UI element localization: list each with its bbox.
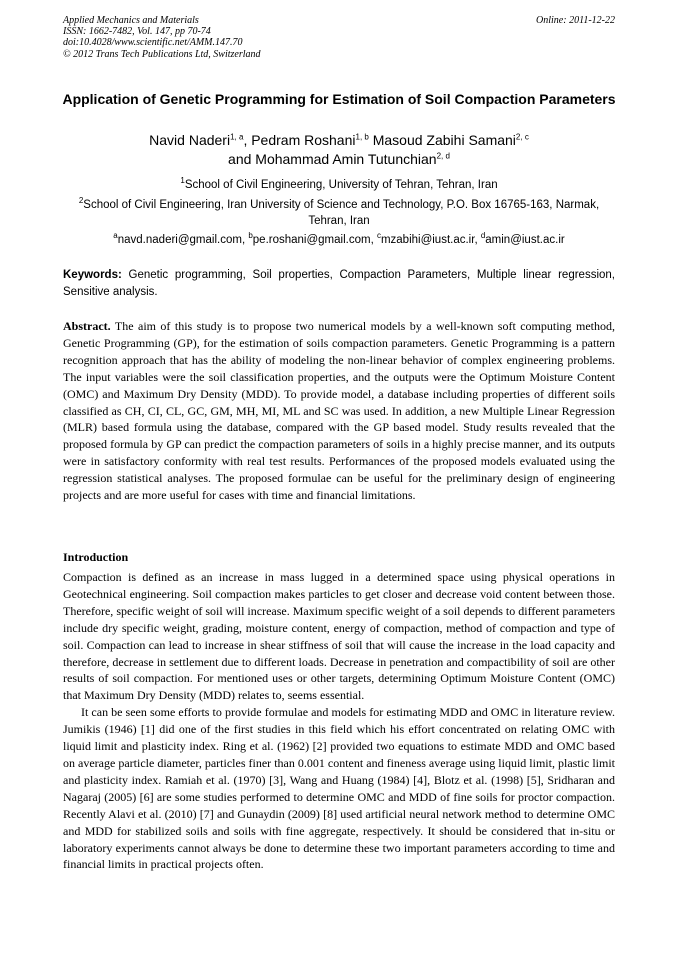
keywords-block bbox=[63, 267, 615, 300]
email-list bbox=[70, 232, 608, 248]
journal-name: Applied Mechanics and Materials bbox=[63, 15, 199, 26]
email-address[interactable]: amin@iust.ac.ir bbox=[485, 234, 565, 246]
journal-header bbox=[63, 15, 615, 60]
author-superscript: 2, d bbox=[436, 151, 450, 161]
author-name: Masoud Zabihi Samani bbox=[372, 132, 516, 148]
affiliation-2 bbox=[70, 197, 608, 229]
paragraph: Compaction is defined as an increase in mass lugged in a determined space using physical operations in Geotechnical engineering. Soil compaction makes particles to get closer and decrease void content between those. Therefore, specific weight of soil will increase. Maximum specific weight of a soil depends to different parameters include dry specific weight, grading, moisture content, energy of compaction, method of compaction and type of soil. Compaction can lead to increase in shear stiffness of soil that will cause the increase in the load capacity and therefore, decrease in settlement due to different loads. Decrease in penetration and compactibility of soil are other results of soil compaction. For mentioned uses or other targets, determining Optimum Moisture Content (OMC) that Maximum Dry Density (MDD) relates to, seems essential. bbox=[63, 570, 615, 703]
email-superscript: b bbox=[248, 231, 253, 241]
author-separator: , bbox=[243, 132, 252, 148]
paragraph: It can be seen some efforts to provide formulae and models for estimating MDD and OMC in literature review. Jumikis (1946) [1] did one of the first studies in this field which his effort concentrated on relating OMC with liquid limit and plasticity index. Ring et al. (1962) [2] provided two equations to estimate MDD and OMC based on average particle diameter, particles finer than 0.001 content and fineness average using liquid limit, plastic limit and plasticity index. Ramiah et al. (1970) [3], Wang and Huang (1984) [4], Blotz et al. (1998) [5], Sridharan and Nagaraj (2005) [6] are some studies performed to determine OMC and MDD of fine soils for proctor compaction. Recently Alavi et al. (2010) [7] and Gunaydin (2009) [8] used artificial neural network method to determine OMC and MDD for stabilized soils and soils with fine aggregate, respectively. It should be considered that in-situ or laboratory experiments cannot always be done to determine these two important parameters according to time and financial limits in practical projects often. bbox=[63, 705, 615, 872]
abstract-block bbox=[63, 318, 615, 504]
affiliation-text: School of Civil Engineering, University of Tehran, Tehran, Iran bbox=[184, 179, 498, 191]
abstract-label: Abstract. bbox=[63, 319, 111, 333]
author-name: Mohammad Amin Tutunchian bbox=[255, 151, 437, 167]
introduction-heading: Introduction bbox=[63, 550, 129, 564]
email-address[interactable]: navd.naderi@gmail.com bbox=[117, 234, 242, 246]
email-address[interactable]: pe.roshani@gmail.com bbox=[252, 234, 371, 246]
email-separator: , bbox=[241, 234, 249, 246]
abstract-text: The aim of this study is to propose two numerical models by a well-known soft computing method, Genetic Programming (GP), for the estimation of soils compaction parameters. Genetic Programming is a pattern recognition approach that has the ability of modeling the non-linear behavior of complex engineering problems. The input variables were the soil classification properties, and the outputs were the Optimum Moisture Content (OMC) and Maximum Dry Density (MDD). To provide model, a database including properties of different soils classified as CH, CI, CL, GC, GM, MH, MI, ML and SC was used. In addition, a new Multiple Linear Regression (MLR) based formula using the database, compared with the GP based model. Study results revealed that the proposed formula by GP can predict the compaction parameters of soils in a highly precise manner, and its outputs were in satisfactory conformity with real test results. Performances of the proposed models evaluated using the regression statistical analyses. The proposed formulae can be useful for the preliminary design of engineering projects and are more useful for cases with time and financial limitations. bbox=[63, 319, 615, 503]
affiliation-text: School of Civil Engineering, Iran University of Science and Technology, P.O. Box 16765-163, Narmak, Tehran, Iran bbox=[83, 199, 600, 227]
author-list bbox=[60, 131, 618, 169]
email-separator: , bbox=[370, 234, 377, 246]
issn-line: ISSN: 1662-7482, Vol. 147, pp 70-74 bbox=[63, 26, 211, 38]
keywords-label: Keywords: bbox=[63, 269, 122, 281]
author-superscript: 1, a bbox=[230, 132, 244, 142]
email-superscript: a bbox=[113, 231, 118, 241]
email-superscript: c bbox=[376, 231, 381, 241]
email-address[interactable]: mzabihi@iust.ac.ir bbox=[380, 234, 475, 246]
author-superscript: 2, c bbox=[515, 132, 529, 142]
author-name: Navid Naderi bbox=[149, 132, 231, 148]
copyright-line: © 2012 Trans Tech Publications Ltd, Switzerland bbox=[63, 48, 261, 60]
author-separator: and bbox=[228, 151, 256, 167]
email-separator: , bbox=[474, 234, 481, 246]
author-superscript: 1, b bbox=[355, 132, 369, 142]
online-date: Online: 2011-12-22 bbox=[536, 15, 615, 26]
affiliation-superscript: 2 bbox=[78, 196, 84, 206]
paper-title: Application of Genetic Programming for Estimation of Soil Compaction Parameters bbox=[62, 91, 616, 107]
email-superscript: d bbox=[480, 231, 486, 241]
introduction-body bbox=[63, 569, 615, 873]
affiliation-1 bbox=[70, 177, 608, 193]
author-name: Pedram Roshani bbox=[251, 132, 356, 148]
keywords-text: Genetic programming, Soil properties, Compaction Parameters, Multiple linear regression, Sensitive analysis. bbox=[63, 269, 615, 298]
doi-line: doi:10.4028/www.scientific.net/AMM.147.70 bbox=[63, 37, 243, 49]
affiliation-superscript: 1 bbox=[180, 176, 185, 186]
